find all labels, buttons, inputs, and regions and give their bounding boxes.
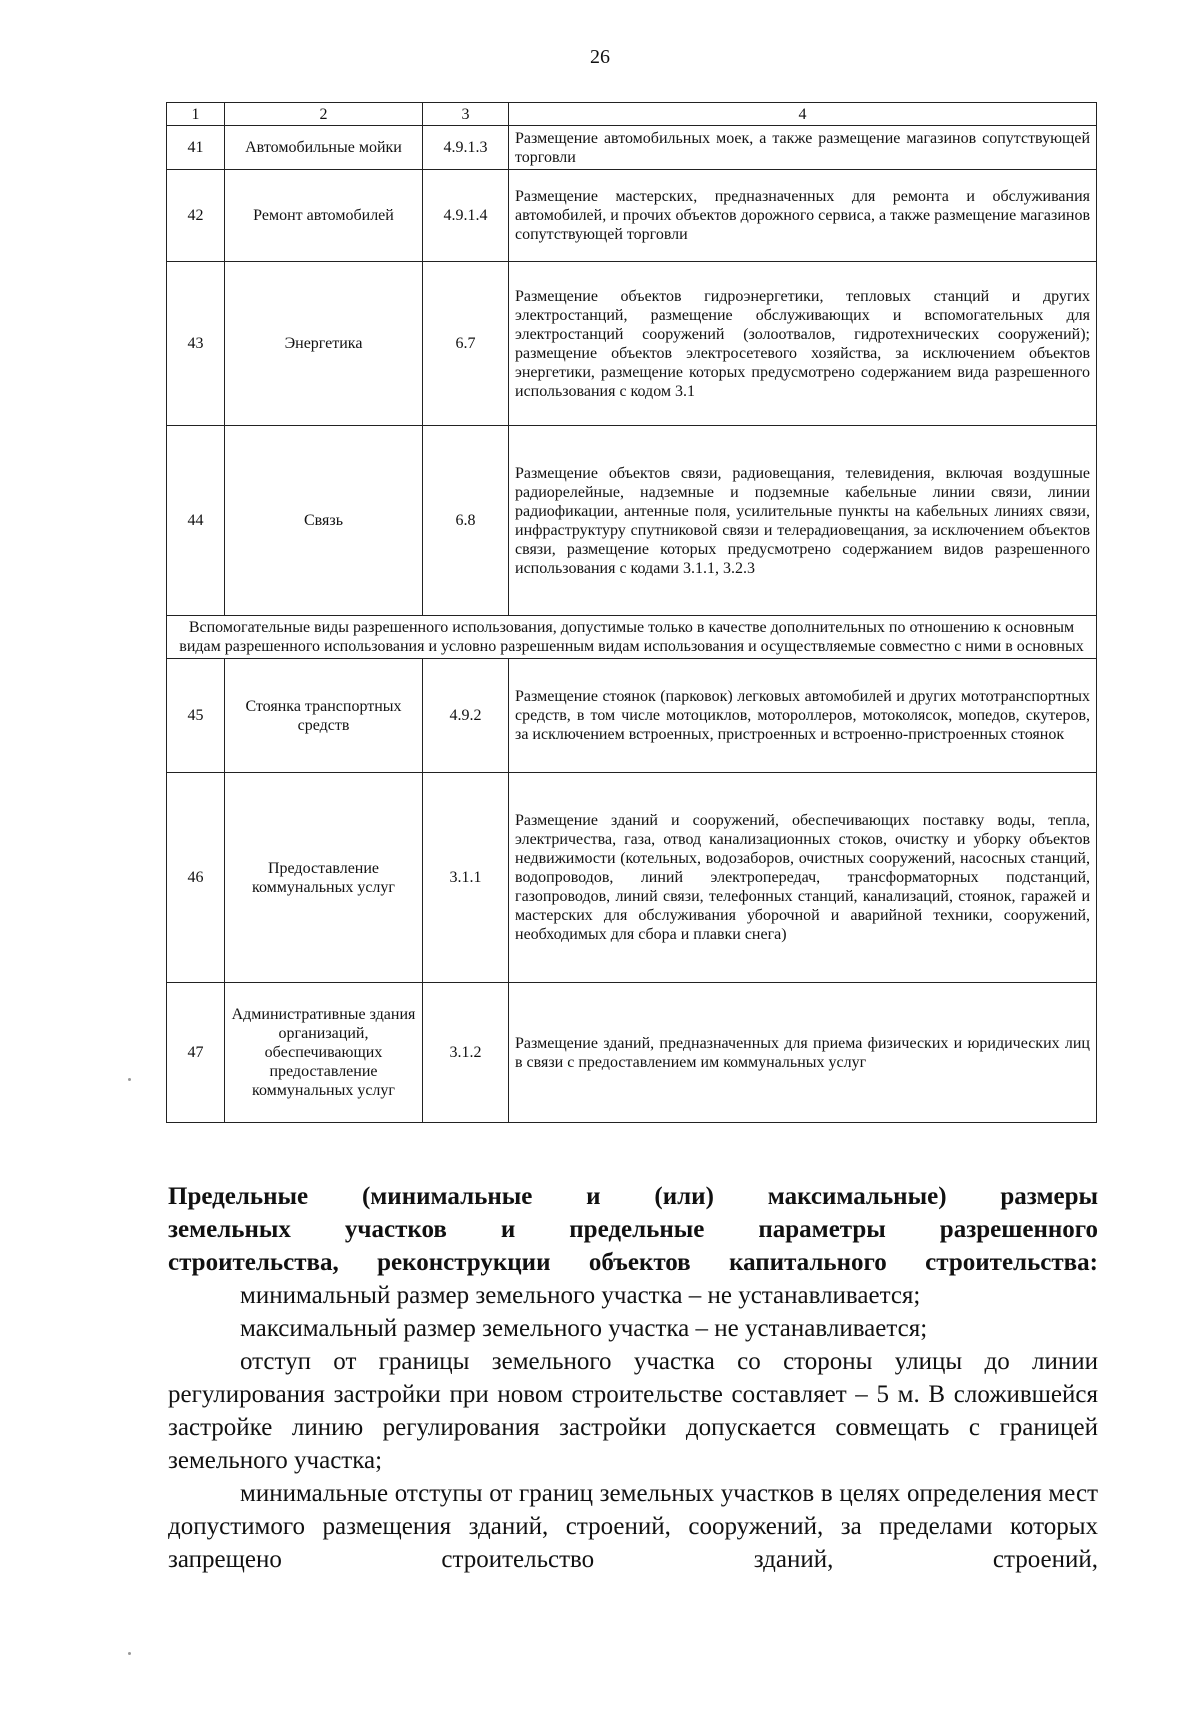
scan-speck <box>128 1078 131 1081</box>
use-type-description: Размещение объектов связи, радиовещания, телевидения, включая воздушные радиорелейные, надземные и подземные кабельные линии связи, линии радиофикации, антенные поля, усилительные пункты на кабельных линиях связи, инфраструктуру спутниковой связи и телерадиовещания, за исключением объектов связи, размещение которых предусмотрено содержанием видов разрешенного использования с кодами 3.1.1, 3.2.3 <box>509 426 1097 616</box>
use-type-name: Энергетика <box>225 262 423 426</box>
row-number: 41 <box>167 126 225 170</box>
use-type-code: 4.9.1.4 <box>423 170 509 262</box>
table-row <box>167 983 1097 1123</box>
page-number: 26 <box>590 46 610 68</box>
heading-line: строительства, реконструкции объектов капитального строительства: <box>168 1249 1098 1276</box>
use-type-description: Размещение стоянок (парковок) легковых автомобилей и других мототранспортных средств, в том числе мотоциклов, мотороллеров, мотоколясок, мопедов, скутеров, за исключением встроенных, пристроенных и встроенно-пристроенных стоянок <box>509 659 1097 773</box>
row-number: 42 <box>167 170 225 262</box>
use-type-description: Размещение зданий и сооружений, обеспечивающих поставку воды, тепла, электричества, газа, отвод канализационных стоков, очистку и уборку объектов недвижимости (котельных, водозаборов, очистных сооружений, насосных станций, водопроводов, линий электропередач, трансформаторных подстанций, газопроводов, линий связи, телефонных станций, канализаций, стоянок, гаражей и мастерских для обслуживания уборочной и аварийной техники, сооружений, необходимых для сбора и плавки снега) <box>509 773 1097 983</box>
heading-line: Предельные (минимальные и (или) максимальные) размеры <box>168 1183 1098 1210</box>
scan-speck <box>128 1652 131 1655</box>
table-row <box>167 126 1097 170</box>
paragraph: минимальный размер земельного участка – не устанавливается; <box>240 1282 921 1309</box>
use-type-description: Размещение зданий, предназначенных для приема физических и юридических лиц в связи с предоставлением им коммунальных услуг <box>509 983 1097 1123</box>
use-type-name: Автомобильные мойки <box>225 126 423 170</box>
heading-line: земельных участков и предельные параметры разрешенного <box>168 1216 1098 1243</box>
paragraph: минимальные отступы от границ земельных участков в целях определения мест допустимого размещения зданий, строений, сооружений, за пределами которых запрещено строительство зданий, строений, <box>168 1480 1098 1573</box>
section-heading <box>168 1180 1098 1279</box>
table-row <box>167 773 1097 983</box>
row-number: 46 <box>167 773 225 983</box>
use-type-name: Административные здания организаций, обеспечивающих предоставление коммунальных услуг <box>225 983 423 1123</box>
use-type-description: Размещение объектов гидроэнергетики, тепловых станций и других электростанций, размещение обслуживающих и вспомогательных для электростанций сооружений (золоотвалов, гидротехнических сооружений); размещение объектов электросетевого хозяйства, за исключением объектов энергетики, размещение которых предусмотрено содержанием вида разрешенного использования с кодом 3.1 <box>509 262 1097 426</box>
column-header: 4 <box>509 103 1097 126</box>
section-title: Вспомогательные виды разрешенного использования, допустимые только в качестве дополнительных по отношению к основным видам разрешенного использования и условно разрешенным видам использования и осуществляемые совместно с ними в основных <box>167 616 1097 659</box>
use-type-name: Стоянка транспортных средств <box>225 659 423 773</box>
table-row <box>167 262 1097 426</box>
row-number: 47 <box>167 983 225 1123</box>
use-type-name: Связь <box>225 426 423 616</box>
paragraph: максимальный размер земельного участка – не устанавливается; <box>240 1315 928 1342</box>
land-use-table <box>166 102 1097 1123</box>
section-header-row <box>167 616 1097 659</box>
table-row <box>167 170 1097 262</box>
use-type-name: Ремонт автомобилей <box>225 170 423 262</box>
table-row <box>167 659 1097 773</box>
table-header-row <box>167 103 1097 126</box>
table-row <box>167 426 1097 616</box>
column-header: 3 <box>423 103 509 126</box>
column-header: 1 <box>167 103 225 126</box>
use-type-code: 6.7 <box>423 262 509 426</box>
row-number: 44 <box>167 426 225 616</box>
row-number: 43 <box>167 262 225 426</box>
use-type-description: Размещение автомобильных моек, а также размещение магазинов сопутствующей торговли <box>509 126 1097 170</box>
column-header: 2 <box>225 103 423 126</box>
use-type-code: 4.9.2 <box>423 659 509 773</box>
use-type-name: Предоставление коммунальных услуг <box>225 773 423 983</box>
use-type-code: 3.1.2 <box>423 983 509 1123</box>
row-number: 45 <box>167 659 225 773</box>
use-type-code: 4.9.1.3 <box>423 126 509 170</box>
body-text <box>168 1180 1098 1576</box>
use-type-description: Размещение мастерских, предназначенных для ремонта и обслуживания автомобилей, и прочих объектов дорожного сервиса, а также размещение магазинов сопутствующей торговли <box>509 170 1097 262</box>
use-type-code: 6.8 <box>423 426 509 616</box>
paragraph: отступ от границы земельного участка со стороны улицы до линии регулирования застройки при новом строительстве составляет – 5 м. В сложившейся застройке линию регулирования застройки допускается совмещать с границей земельного участка; <box>168 1348 1098 1474</box>
use-type-code: 3.1.1 <box>423 773 509 983</box>
